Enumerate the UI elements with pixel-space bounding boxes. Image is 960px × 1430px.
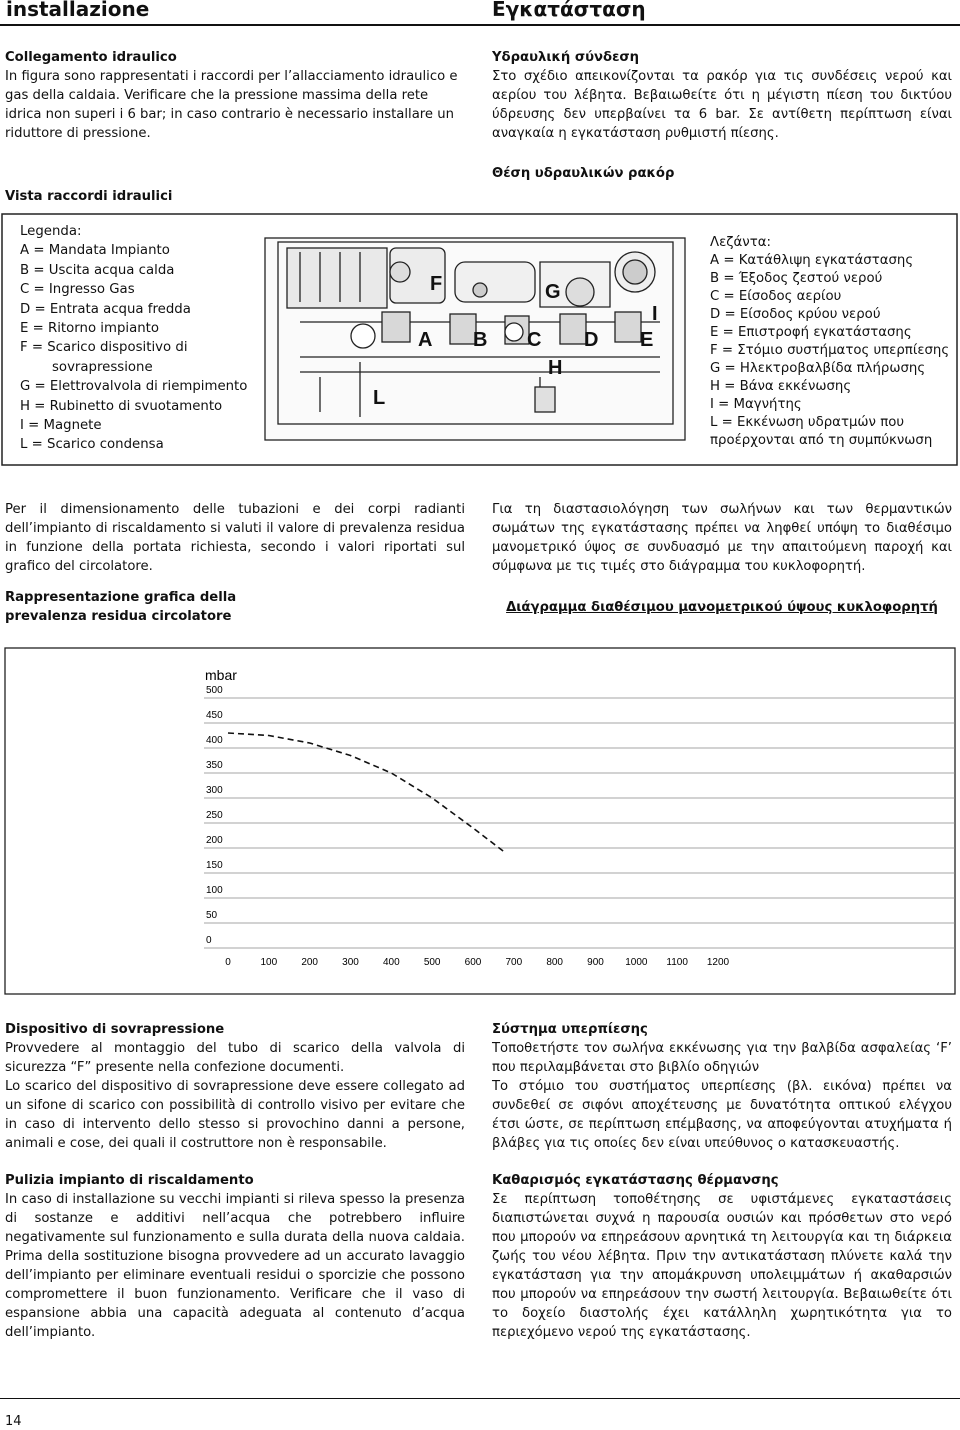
sovra-text2-gr: Το στόμιο του συστήματος υπερπίεσης (βλ. εικόνα) πρέπει να συνδεθεί σε σιφόνι αποχέτευσης με δυνατότητα οπτικού ελέγχου έτσι ώστε, σε περίπτωση επέμβασης, να αποφεύγονται ατυχήματα ή βλάβες για τις οποίες δεν είναι υπεύθυνος ο κατασκευαστής. [492,1079,952,1151]
legend-item: I = Μαγνήτης [710,397,802,412]
label-G: G [545,281,561,303]
section-collegamento-it [5,48,465,143]
legend-item: A = Mandata Impianto [20,243,170,259]
chart-ylabel: mbar [205,667,237,683]
legend-item: C = Ingresso Gas [20,282,135,298]
section-collegamento-gr [492,48,952,143]
label-F: F [430,273,443,295]
label-C: C [527,329,542,351]
pulizia-title-gr: Καθαρισμός εγκατάστασης θέρμανσης [492,1173,779,1188]
x-tick-label: 300 [342,957,359,968]
legend-item: sovrapressione [52,359,153,375]
label-D: D [584,329,599,351]
x-tick-label: 500 [423,957,441,968]
vista-title-gr: Θέση υδραυλικών ρακόρ [492,166,675,181]
y-tick-label: 50 [206,910,218,921]
circulator-chart [0,646,960,998]
label-A: A [418,329,433,351]
y-tick-label: 300 [206,785,223,796]
label-H: H [548,357,563,379]
sovra-text1-gr: Τοποθετήστε τον σωλήνα εκκένωσης για την βαλβίδα ασφαλείας ‘F’ που περιλαμβάνεται στο βιβλίο οδηγιών [492,1041,952,1075]
legend-item: F = Scarico dispositivo di [20,340,188,356]
y-tick-label: 0 [206,935,212,946]
legend-item: C = Είσοδος αερίου [710,289,842,304]
legend-item: H = Βάνα εκκένωσης [710,379,852,394]
collegamento-title-it: Collegamento idraulico [5,50,177,65]
x-tick-label: 900 [587,957,604,968]
legend-item: F = Στόμιο συστήματος υπερπίεσης [710,343,950,358]
y-tick-label: 200 [206,835,223,846]
legend-item: E = Ritorno impianto [20,321,160,337]
y-tick-label: 400 [206,735,223,746]
vista-title-it: Vista raccordi idraulici [5,189,173,204]
collegamento-text-gr: Στο σχέδιο απεικονίζονται τα ρακόρ για τις συνδέσεις νερού και αερίου του λέβητα. Βεβαιωθείτε ότι η μέγιστη πίεση του δικτύου ύδρευσης δεν υπερβαίνει τα 6 bar. Σε αντίθετη περίπτωση είναι αναγκαία η εγκατάσταση ρυθμιστή πίεσης. [492,69,952,141]
section-sovrapressione-it [5,1020,465,1342]
x-tick-label: 1100 [666,957,688,968]
legend-item: E = Επιστροφή εγκατάστασης [710,325,912,340]
pulizia-title-it: Pulizia impianto di riscaldamento [5,1173,254,1188]
label-I: I [652,303,658,325]
label-B: B [473,329,488,351]
x-tick-label: 400 [382,957,400,968]
label-L: L [373,387,386,409]
dimensioning-text-gr: Για τη διαστασιολόγηση των σωλήνων και των θερμαντικών σωμάτων της εγκατάστασης πρέπει να ληφθεί υπόψη το διαθέσιμο μανομετρικό ύψος σε συνδυασμό με την απαιτούμενη παροχή και σύμφωνα με τις τιμές στο διάγραμμα του κυκλοφορητή. [492,502,952,574]
x-tick-label: 600 [464,957,482,968]
y-tick-label: 500 [206,685,223,696]
header-rule [0,24,960,26]
footer-rule [0,1398,960,1399]
legend-item: D = Είσοδος κρύου νερού [710,307,881,322]
chart-series-line [228,733,506,853]
page-number: 14 [5,1414,22,1429]
collegamento-text-it: In figura sono rappresentati i raccordi per l’allacciamento idraulico e gas della caldaia. Verificare che la pressione massima della rete idrica non superi i 6 bar; in caso contrario è necessario installare un riduttore di pressione. [5,69,458,141]
x-tick-label: 0 [225,957,231,968]
section-dimensioning-gr [492,500,952,617]
graph-title-it: Rappresentazione grafica della prevalenza residua circolatore [5,590,237,624]
pulizia-text-gr: Σε περίπτωση τοποθέτησης σε υφιστάμενες εγκαταστάσεις διαπιστώνεται συχνά η παρουσία ουσιών και πρόσθετων στο νερό που μπορούν να επηρεάσουν αρνητικά τη λειτουργία και τη διάρκεια ζωής του νέου λέβητα. Πριν την αντικατάσταση πλύνετε καλά την εγκατάσταση για την απομάκρυνση υπολειμμάτων ή ακαθαρσιών που μπορούν να επηρεάσουν την σωστή λειτουργία. Βεβαιωθείτε ότι το δοχείο διαστολής έχει κατάλληλη χωρητικότητα για το περιεχόμενο νερού της εγκατάστασης. [492,1192,952,1340]
header-title-gr: Εγκατάσταση [492,0,646,21]
sovra-title-gr: Σύστημα υπερπίεσης [492,1022,648,1037]
y-tick-label: 250 [206,810,223,821]
legend-item: I = Magnete [20,418,102,434]
sovra-title-it: Dispositivo di sovrapressione [5,1022,225,1037]
legend-item: A = Κατάθλιψη εγκατάστασης [710,253,914,268]
y-tick-label: 450 [206,710,223,721]
legend-item: L = Εκκένωση υδρατμών που [710,415,905,430]
collegamento-title-gr: Υδραυλική σύνδεση [492,50,640,65]
x-tick-label: 800 [546,957,564,968]
legend-item: L = Scarico condensa [20,437,164,453]
legend-item: προέρχονται από τη συμπύκνωση [710,433,933,448]
legend-title-gr: Λεζάντα: [710,235,771,250]
legend-item: D = Entrata acqua fredda [20,301,191,317]
legend-item: G = Ηλεκτροβαλβίδα πλήρωσης [710,361,926,376]
legend-gr [710,234,958,450]
legend-item: G = Elettrovalvola di riempimento [20,379,248,395]
x-tick-label: 100 [260,957,278,968]
label-E: E [640,329,654,351]
header-title-it: installazione [6,0,150,21]
x-tick-label: 1200 [706,957,730,968]
x-tick-label: 200 [301,957,319,968]
legend-it [20,222,247,455]
x-tick-label: 1000 [625,957,648,968]
graph-title-gr: Διάγραμμα διαθέσιμου μανομετρικού ύψους κυκλοφορητή [506,600,938,615]
legend-item: B = Uscita acqua calda [20,262,175,278]
sovra-text1-it: Provvedere al montaggio del tubo di scarico della valvola di sicurezza “F” presente nella confezione documenti. [5,1041,465,1075]
x-tick-label: 700 [505,957,523,968]
legend-title-it: Legenda: [20,224,82,239]
dimensioning-text-it: Per il dimensionamento delle tubazioni e dei corpi radianti dell’impianto di riscaldamento si valuti il valore di prevalenza residua in funzione della portata richiesta, secondo i valori riportati sul grafico del circolatore. [5,502,465,574]
section-dimensioning-it [5,500,465,626]
legend-item: B = Έξοδος ζεστού νερού [710,271,883,286]
y-tick-label: 350 [206,760,223,771]
y-tick-label: 150 [206,860,223,871]
legend-item: H = Rubinetto di svuotamento [20,398,223,414]
section-sovrapressione-gr [492,1020,952,1342]
sovra-text2-it: Lo scarico del dispositivo di sovrapressione deve essere collegato ad un sifone di scarico con possibilità di controllo visivo per evitare che in caso di intervento dello stesso si provochino danni a persone, animali e cose, dei quali il costruttore non è responsabile. [5,1079,465,1151]
pulizia-text-it: In caso di installazione su vecchi impianti si rileva spesso la presenza di sostanze e additivi nell’acqua che potrebbero influire negativamente sul funzionamento e sulla durata della nuova caldaia. Prima della sostituzione bisogna provvedere ad un accurato lavaggio dell’impianto per eliminare eventuali residui o sporcizie che possono compromettere il buon funzionamento. Verificare che il vaso di espansione abbia una capacità adeguata al contenuto d’acqua dell’impianto. [5,1192,465,1340]
y-tick-label: 100 [206,885,223,896]
